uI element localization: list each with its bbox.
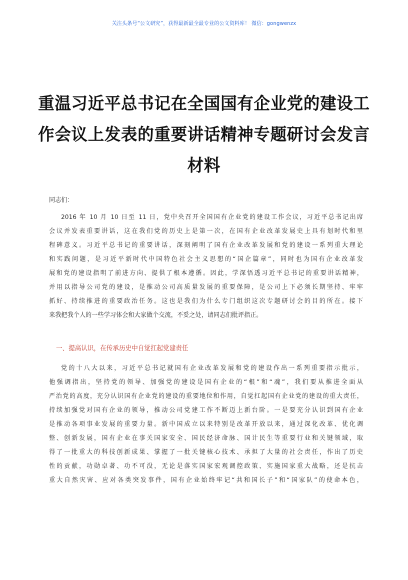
paragraph-line: 性的贡献，功勋卓著、功不可没，无论是落实国家宏观调控政策、实施国家重大战略，还是抗击 [49, 463, 363, 470]
paragraph-line: 2016 年 10 月 10 日至 11 日，党中央召开全国国有企业党的建设工作会议，习近平总书记出席 [61, 214, 363, 221]
salutation: 同志们： [49, 197, 74, 204]
paragraph-line: 重大自然灾害、应对各类突发事件，国有企业始终牢记“共和国长子”和“国家队”的使命本色， [49, 477, 363, 484]
paragraph-line: 得了一批重大的科技创新成果、掌握了一批关键核心技术、承担了大量的社会责任，作出了历史 [49, 449, 363, 456]
paragraph-line: 整、创新发展，国有企业在事关国家安全、国民经济命脉、国计民生等重要行业和关键领域，取 [49, 435, 363, 442]
promo-banner[interactable]: 关注头条号“公文研究”，获得最新最全最专业的公文资料库！ 微信：gongwenzx [111, 21, 297, 27]
section-heading: 一、提高认识，在传承历史中自觉扛起党建责任 [56, 345, 189, 352]
paragraph-line: 持续加强党对国有企业的领导，推动公司党建工作不断迈上新台阶。一是要充分认识到国有企业 [49, 407, 363, 414]
paragraph-intro [49, 211, 363, 323]
title-line: 材料 [187, 156, 221, 175]
title-line: 作会议上发表的重要讲话精神专题研讨会发言 [38, 125, 370, 144]
paragraph-line: 党的十八大以来，习近平总书记就国有企业改革发展和党的建设作出一系列重要指示批示， [61, 365, 363, 372]
paragraph-line: 和实践问题，是习近平新时代中国特色社会主义思想的“国企篇章”，同时也为国有企业改革发 [49, 256, 363, 263]
paragraph-line: 来我把我个人的一些学习体会和大家做个交流，不妥之处，请同志们批评指正。 [49, 312, 263, 319]
paragraph-line: 严治党的高度，充分认识国有企业党的建设的重要地位和作用，自觉扛起国有企业党的建设的重大责任， [49, 393, 363, 400]
paragraph-line: 他强调指出，坚持党的领导、加强党的建设是国有企业的“根”和“魂”，我们要从推进全面从 [49, 379, 363, 386]
paragraph-line: 并用以指导公司党的建设，是推动公司高质量发展的重要保障，是公司上下必须长期坚持、牢牢 [49, 284, 363, 291]
paragraph-section-1 [49, 362, 363, 488]
title-line: 重温习近平总书记在全国国有企业党的建设工 [38, 94, 370, 113]
document-title [36, 88, 372, 181]
paragraph-line: 是推动各项事业发展的重要力量。新中国成立以来特别是改革开放以来，通过深化改革、优化调 [49, 421, 363, 428]
paragraph-line: 程碑意义。习近平总书记的重要讲话，深刻阐明了国有企业改革发展和党的建设一系列重大理论 [49, 242, 363, 249]
paragraph-line: 展和党的建设指明了前进方向、提供了根本遵循。因此，学深悟透习近平总书记的重要讲话精神， [49, 270, 363, 277]
paragraph-line: 会议并发表重要讲话，这在我们党的历史上是第一次，在国有企业改革发展史上具有划时代和里 [49, 228, 363, 235]
paragraph-line: 抓好、持续推进的重要政治任务。这也是我们为什么专门组织这次专题研讨会的目的所在。接下 [49, 298, 363, 305]
